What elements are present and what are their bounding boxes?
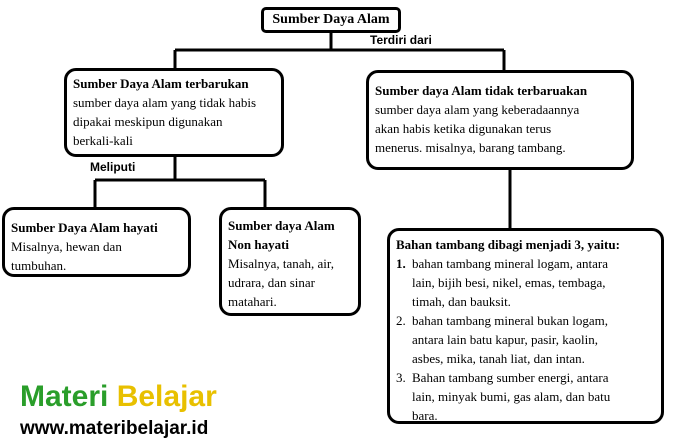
label-terdiri-dari: Terdiri dari [370,33,432,47]
node-nonrenewable-title: Sumber daya Alam tidak terbaruakan [375,83,588,98]
brand-word-materi: Materi [20,380,109,413]
node-nonrenewable-line: menerus. misalnya, barang tambang. [375,140,566,155]
root-label: Sumber Daya Alam [272,12,390,27]
node-renewable [64,68,284,157]
bahan-tambang-list [396,254,655,425]
node-bahan-tambang-title: Bahan tambang dibagi menjadi 3, yaitu: [396,237,620,252]
node-nonhayati-line: Misalnya, tanah, air, [228,256,334,271]
node-renewable-line: sumber daya alam yang tidak habis [73,95,257,110]
list-item-line: bahan tambang mineral bukan logam, [412,313,609,328]
list-item-line: asbes, mika, tanah liat, dan intan. [412,351,585,366]
node-renewable-line: dipakai meskipun digunakan [73,114,223,129]
list-item [396,368,655,425]
node-renewable-line: berkali-kali [73,133,133,148]
list-item-line: antara lain batu kapur, pasir, kaolin, [412,332,598,347]
node-hayati-line: Misalnya, hewan dan [11,239,122,254]
list-item-number: 1. [396,256,406,271]
list-item-number: 2. [396,313,406,328]
node-nonrenewable-line: sumber daya alam yang keberadaannya [375,102,580,117]
list-item-line: lain, minyak bumi, gas alam, dan batu [412,389,611,404]
node-hayati-line: tumbuhan. [11,258,67,273]
list-item-number: 3. [396,370,406,385]
node-nonhayati [219,207,361,316]
node-nonrenewable-line: akan habis ketika digunakan terus [375,121,552,136]
node-nonhayati-title: Non hayati [228,237,290,252]
node-hayati [2,207,191,277]
brand-logo [20,380,217,414]
list-item-line: timah, dan bauksit. [412,294,511,309]
label-meliputi: Meliputi [90,160,136,174]
list-item-line: bara. [412,408,438,423]
node-bahan-tambang [387,228,664,424]
brand-url: www.materibelajar.id [20,418,209,439]
node-nonhayati-line: udrara, dan sinar [228,275,315,290]
root-node-sumber-daya-alam [261,7,401,33]
brand-word-belajar: Belajar [116,380,217,413]
node-nonhayati-title: Sumber daya Alam [228,218,335,233]
node-nonrenewable [366,70,634,170]
list-item-line: Bahan tambang sumber energi, antara [412,370,609,385]
node-renewable-title: Sumber Daya Alam terbarukan [73,76,249,91]
node-hayati-title: Sumber Daya Alam hayati [11,220,158,235]
list-item [396,311,655,368]
list-item-line: bahan tambang mineral logam, antara [412,256,609,271]
list-item-line: lain, bijih besi, nikel, emas, tembaga, [412,275,606,290]
list-item [396,254,655,311]
node-nonhayati-line: matahari. [228,294,277,309]
